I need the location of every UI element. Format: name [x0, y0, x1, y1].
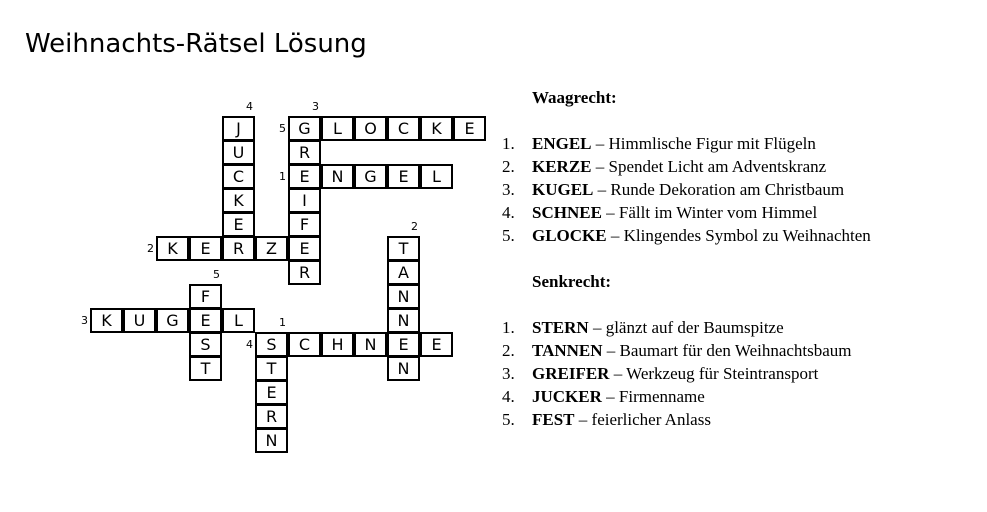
clue-text: – Baumart für den Weihnachtsbaum [602, 341, 852, 360]
crossword-cell: N [354, 332, 387, 357]
crossword-cell: C [288, 332, 321, 357]
clue-text: – glänzt auf der Baumspitze [588, 318, 784, 337]
crossword-cell: E [420, 332, 453, 357]
crossword-cell: G [288, 116, 321, 141]
crossword-cell: R [288, 140, 321, 165]
crossword-cell: G [156, 308, 189, 333]
crossword-cell: F [288, 212, 321, 237]
down-clue-list [502, 316, 982, 431]
crossword-cell: L [321, 116, 354, 141]
clue-number-label: 1 [279, 170, 286, 183]
crossword-cell: R [255, 404, 288, 429]
across-clue [502, 201, 982, 224]
clue-word: GREIFER [532, 364, 610, 383]
crossword-cell: G [354, 164, 387, 189]
down-clue [502, 316, 982, 339]
clue-number-label: 5 [213, 268, 220, 281]
clue-number: 3. [502, 364, 515, 383]
down-heading: Senkrecht: [532, 272, 612, 291]
clue-number-label: 1 [279, 316, 286, 329]
across-heading: Waagrecht: [532, 88, 617, 107]
clue-text: – Fällt im Winter vom Himmel [601, 203, 818, 222]
crossword-cell: C [387, 116, 420, 141]
clue-text: – Himmlische Figur mit Flügeln [591, 134, 816, 153]
across-clue [502, 224, 982, 247]
clue-text: – Spendet Licht am Adventskranz [591, 157, 827, 176]
crossword-cell: E [222, 212, 255, 237]
crossword-cell: J [222, 116, 255, 141]
across-clue-list [502, 132, 982, 247]
crossword-cell: E [189, 236, 222, 261]
clue-number: 5. [502, 226, 515, 245]
crossword-cell: N [387, 308, 420, 333]
crossword-cell: E [288, 164, 321, 189]
clue-number-label: 2 [411, 220, 418, 233]
crossword-cell: N [387, 284, 420, 309]
clue-number: 4. [502, 203, 515, 222]
clue-number-label: 5 [279, 122, 286, 135]
clue-number-label: 3 [312, 100, 319, 113]
clue-text: – Werkzeug für Steintransport [609, 364, 819, 383]
crossword-cell: S [255, 332, 288, 357]
crossword-cell: E [288, 236, 321, 261]
crossword-cell: K [90, 308, 123, 333]
clue-word: JUCKER [532, 387, 602, 406]
clue-number: 1. [502, 134, 515, 153]
down-clue [502, 339, 982, 362]
clue-word: STERN [532, 318, 589, 337]
crossword-cell: T [255, 356, 288, 381]
crossword-cell: K [420, 116, 453, 141]
clue-number: 3. [502, 180, 515, 199]
across-clue [502, 155, 982, 178]
clue-number: 4. [502, 387, 515, 406]
page-title: Weihnachts-Rätsel Lösung [25, 29, 367, 59]
clue-text: – Klingendes Symbol zu Weihnachten [606, 226, 871, 245]
crossword-cell: E [255, 380, 288, 405]
crossword-cell: T [387, 236, 420, 261]
clue-number-label: 3 [81, 314, 88, 327]
crossword-cell: S [189, 332, 222, 357]
crossword-cell: N [387, 356, 420, 381]
crossword-cell: E [387, 164, 420, 189]
crossword-cell: N [255, 428, 288, 453]
clue-number: 2. [502, 341, 515, 360]
crossword-cell: F [189, 284, 222, 309]
clue-word: SCHNEE [532, 203, 602, 222]
crossword-cell: L [222, 308, 255, 333]
clue-number-label: 4 [246, 338, 253, 351]
clue-text: – Runde Dekoration am Christbaum [593, 180, 845, 199]
clue-number-label: 2 [147, 242, 154, 255]
clue-word: TANNEN [532, 341, 603, 360]
crossword-cell: Z [255, 236, 288, 261]
clue-number: 1. [502, 318, 515, 337]
crossword-cell: T [189, 356, 222, 381]
clue-word: ENGEL [532, 134, 592, 153]
crossword-cell: E [453, 116, 486, 141]
clue-text: – feierlicher Anlass [574, 410, 711, 429]
clue-word: KERZE [532, 157, 592, 176]
clue-number-label: 4 [246, 100, 253, 113]
crossword-cell: I [288, 188, 321, 213]
crossword-cell: L [420, 164, 453, 189]
across-clue [502, 178, 982, 201]
crossword-cell: U [222, 140, 255, 165]
crossword-cell: K [156, 236, 189, 261]
crossword-cell: C [222, 164, 255, 189]
clue-panel [502, 86, 982, 431]
clue-number: 5. [502, 410, 515, 429]
clue-number: 2. [502, 157, 515, 176]
down-clue [502, 385, 982, 408]
crossword-cell: A [387, 260, 420, 285]
across-clue [502, 132, 982, 155]
clue-word: FEST [532, 410, 575, 429]
crossword-cell: E [387, 332, 420, 357]
crossword-cell: R [288, 260, 321, 285]
down-clue [502, 408, 982, 431]
crossword-cell: O [354, 116, 387, 141]
crossword-cell: R [222, 236, 255, 261]
crossword-cell: U [123, 308, 156, 333]
crossword-cell: N [321, 164, 354, 189]
clue-word: KUGEL [532, 180, 594, 199]
crossword-cell: K [222, 188, 255, 213]
clue-text: – Firmenname [601, 387, 705, 406]
crossword-cell: E [189, 308, 222, 333]
down-clue [502, 362, 982, 385]
clue-word: GLOCKE [532, 226, 607, 245]
crossword-cell: H [321, 332, 354, 357]
